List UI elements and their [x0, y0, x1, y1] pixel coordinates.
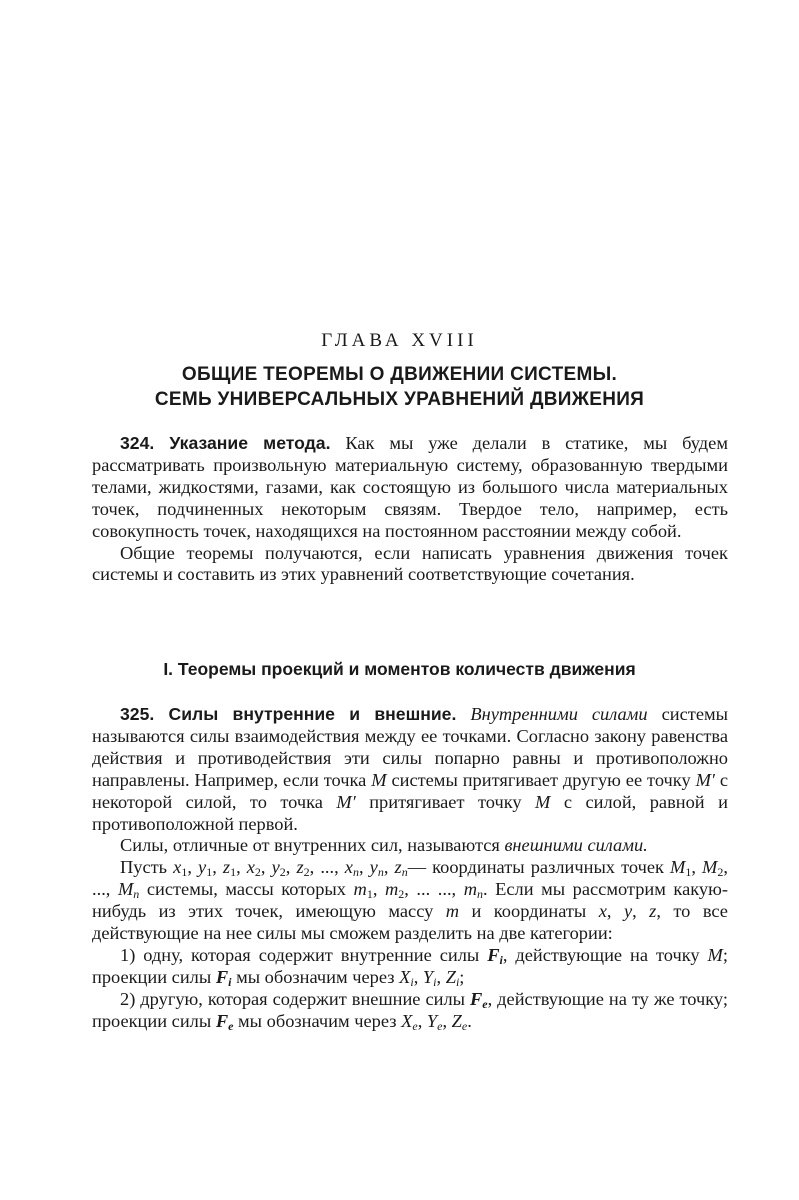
paragraph-324-1 — [92, 433, 728, 543]
paragraph-325-2: Силы, отличные от внутренних сил, называются внешними силами. — [120, 835, 648, 856]
paragraph-324-2: Общие теоремы получаются, если написать уравнения движения точек системы и составить из этих уравнений соответствующие сочетания. — [92, 542, 728, 585]
term-external-forces: внешними силами. — [504, 835, 648, 856]
chapter-label: ГЛАВА XVIII — [321, 330, 478, 351]
chapter-title-line-1: ОБЩИЕ ТЕОРЕМЫ О ДВИЖЕНИИ СИСТЕМЫ. — [181, 364, 618, 385]
paragraph-325-5: 2) другую, которая содержит внешние силы $F_e$, действующие на ту же точку; проекции силы $F_e$ мы обозначим через $X_e$, $Y_e$, $Z_e$. — [92, 988, 728, 1033]
section-heading-324: 324. Указание метода. — [120, 433, 331, 453]
paragraph-325-3: Пусть $x_1$, $y_1$, $z_1$, $x_2$, $y_2$, $z_2$, ..., $x_n$, $y_n$, $z_n—$ координаты различных точек $M_1$, $M_2$, ..., $M_n$ системы, массы которых $m_1$, $m_2$, ... ..., $m_n$. Если мы рассмотрим какую-нибудь из этих точек, имеющую массу m и координаты x, y, z, то все действующие на нее силы мы сможем разделить на две категории: — [92, 857, 728, 944]
section-324 — [92, 433, 728, 586]
chapter-title-line-2: СЕМЬ УНИВЕРСАЛЬНЫХ УРАВНЕНИЙ ДВИЖЕНИЯ — [154, 389, 645, 410]
section-heading-325: 325. Силы внутренние и внешние. — [120, 704, 457, 724]
section-325 — [92, 704, 728, 1033]
term-internal-forces: Внутренними силами — [470, 704, 648, 724]
paragraph-325-1: 325. Силы внутренние и внешние. Внутренними силами системы называются силы взаимодействия между ее точками. Согласно закону равенства действия и противодействия эти силы попарно равны и противоположно направлены. Например, если точка M системы притягивает другую ее точку M′ с некоторой силой, то точка M′ притягивает точку M с силой, равной и противоположной первой. — [92, 704, 728, 834]
chapter-title — [0, 362, 799, 412]
paragraph-324-1-text: Как мы уже делали в статике, мы будем рассматривать произвольную материальную систему, образованную твердыми телами, жидкостями, газами, как состоящую из большого числа материальных точек, подчиненных некоторым связям. Твердое тело, например, есть совокупность точек, находящихся на постоянном расстоянии между собой. — [92, 433, 728, 541]
paragraph-325-4: 1) одну, которая содержит внутренние силы $F_i$, действующие на точку M; проекции силы $F_i$ мы обозначим через $X_i$, $Y_i$, $Z_i$; — [92, 944, 728, 989]
section-title-I: I. Теоремы проекций и моментов количеств движения — [163, 659, 636, 679]
